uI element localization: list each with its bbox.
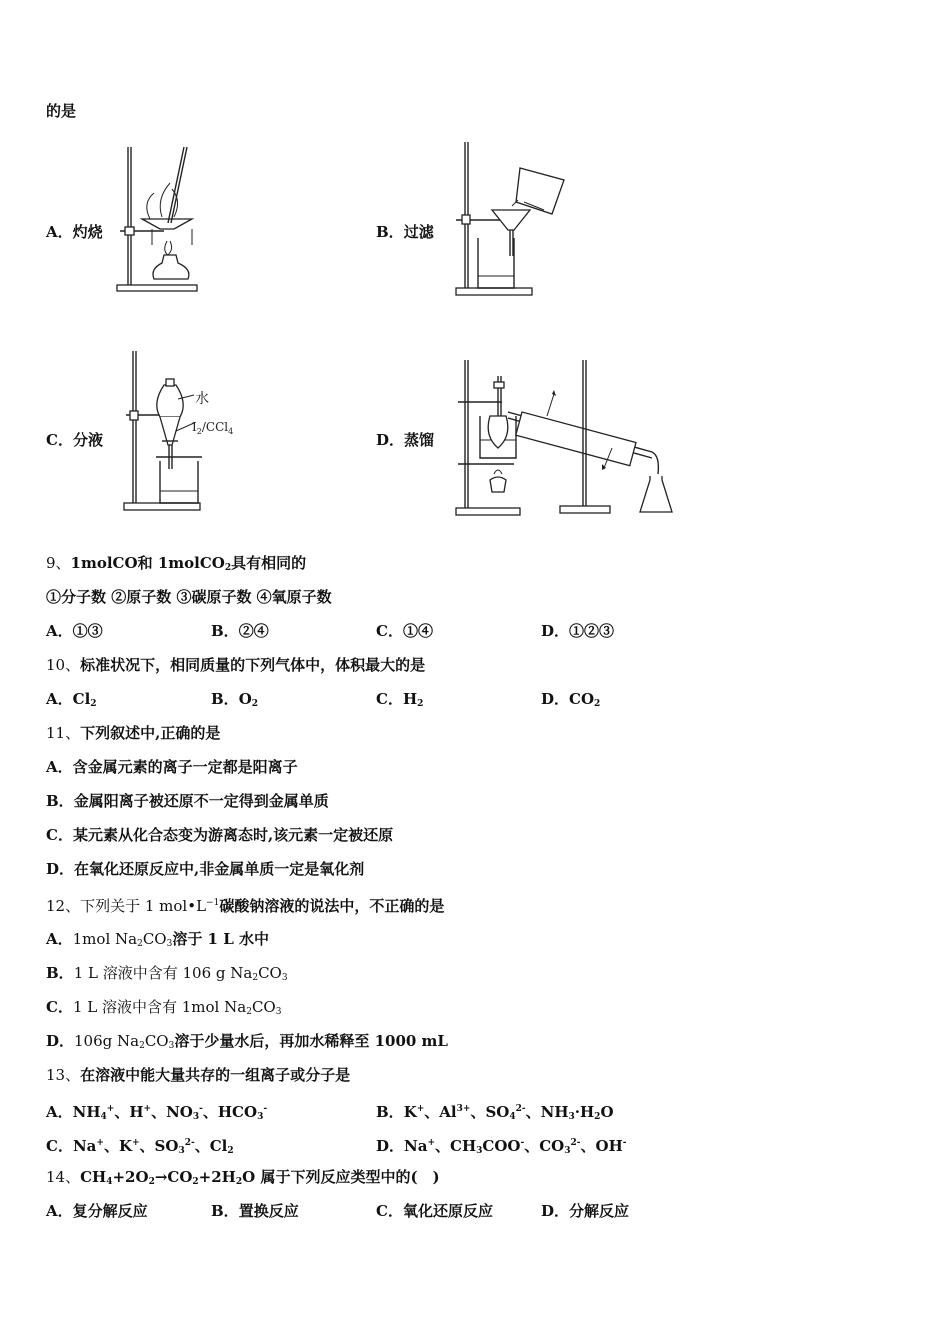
filtration-apparatus-figure bbox=[452, 140, 572, 300]
q8-option-a: A．灼烧 bbox=[46, 223, 103, 241]
q8-option-b: B．过滤 bbox=[376, 223, 434, 241]
q10-stem: 10、标准状况下，相同质量的下列气体中，体积最大的是 bbox=[46, 656, 426, 674]
q10-option-b: B．$O_2$ bbox=[211, 690, 259, 709]
q12-option-c: C．1 L 溶液中含有 1mol $Na_2CO_3$ bbox=[46, 998, 282, 1017]
q10-option-d: D．$CO_2$ bbox=[541, 690, 601, 709]
q13-stem: 13、在溶液中能大量共存的一组离子或分子是 bbox=[46, 1066, 351, 1084]
q12-option-d: D．106g $Na_2CO_3$溶于少量水后，再加水稀释至 1000 mL bbox=[46, 1032, 448, 1051]
separatory-funnel-figure bbox=[120, 345, 270, 515]
q11-option-a: A．含金属元素的离子一定都是阳离子 bbox=[46, 758, 298, 776]
q13-option-d: D．Na+、$CH_3COO^-$、$CO_3^{2-}$、OH- bbox=[376, 1137, 627, 1156]
q14-option-a: A．复分解反应 bbox=[46, 1202, 148, 1220]
q12-stem: 12、下列关于 1 $mol•L^{-1}$碳酸钠溶液的说法中，不正确的是 bbox=[46, 897, 445, 915]
burning-apparatus-figure bbox=[112, 145, 202, 295]
q10-option-a: A．$Cl_2$ bbox=[46, 690, 97, 709]
water-label: 水 bbox=[195, 391, 209, 407]
q9-items: ①分子数 ②原子数 ③碳原子数 ④氧原子数 bbox=[46, 588, 332, 606]
q8-option-c: C．分液 bbox=[46, 431, 103, 449]
q14-option-c: C．氧化还原反应 bbox=[376, 1202, 493, 1220]
distillation-apparatus-figure bbox=[452, 356, 677, 522]
q13-option-b: B．K+、$Al^{3+}$、$SO_4^{2-}$、$NH_3\cdot H_2O$ bbox=[376, 1103, 614, 1122]
q11-option-d: D．在氧化还原反应中,非金属单质一定是氧化剂 bbox=[46, 860, 365, 878]
question-8-stem-tail: 的是 bbox=[46, 102, 77, 120]
q8-option-d: D．蒸馏 bbox=[376, 431, 435, 449]
q11-option-c: C．某元素从化合态变为游离态时,该元素一定被还原 bbox=[46, 826, 394, 844]
q13-option-a: A．$NH_4^+$、H+、$NO_3^-$、$HCO_3^-$ bbox=[46, 1103, 268, 1122]
q9-option-a: A．①③ bbox=[46, 622, 103, 640]
q12-option-a: A．1mol $Na_2CO_3$溶于 1 L 水中 bbox=[46, 930, 269, 949]
q9-stem: 9、1molCO和 1molCO$_2$具有相同的 bbox=[46, 554, 307, 573]
q14-stem: 14、$CH_4+2O_2\to CO_2+2H_2O$ 属于下列反应类型中的( ) bbox=[46, 1168, 440, 1187]
q11-option-b: B．金属阳离子被还原不一定得到金属单质 bbox=[46, 792, 329, 810]
q14-option-d: D．分解反应 bbox=[541, 1202, 630, 1220]
q12-option-b: B．1 L 溶液中含有 106 g $Na_2CO_3$ bbox=[46, 964, 288, 983]
q9-option-c: C．①④ bbox=[376, 622, 433, 640]
i2-ccl4-label: $I_2/CCl_4$ bbox=[192, 420, 234, 436]
q14-option-b: B．置换反应 bbox=[211, 1202, 299, 1220]
q9-option-b: B．②④ bbox=[211, 622, 269, 640]
q11-stem: 11、下列叙述中,正确的是 bbox=[46, 724, 221, 742]
q9-option-d: D．①②③ bbox=[541, 622, 615, 640]
q13-option-c: C．Na+、K+、$SO_3^{2-}$、$Cl_2$ bbox=[46, 1137, 234, 1156]
q10-option-c: C．$H_2$ bbox=[376, 690, 424, 709]
